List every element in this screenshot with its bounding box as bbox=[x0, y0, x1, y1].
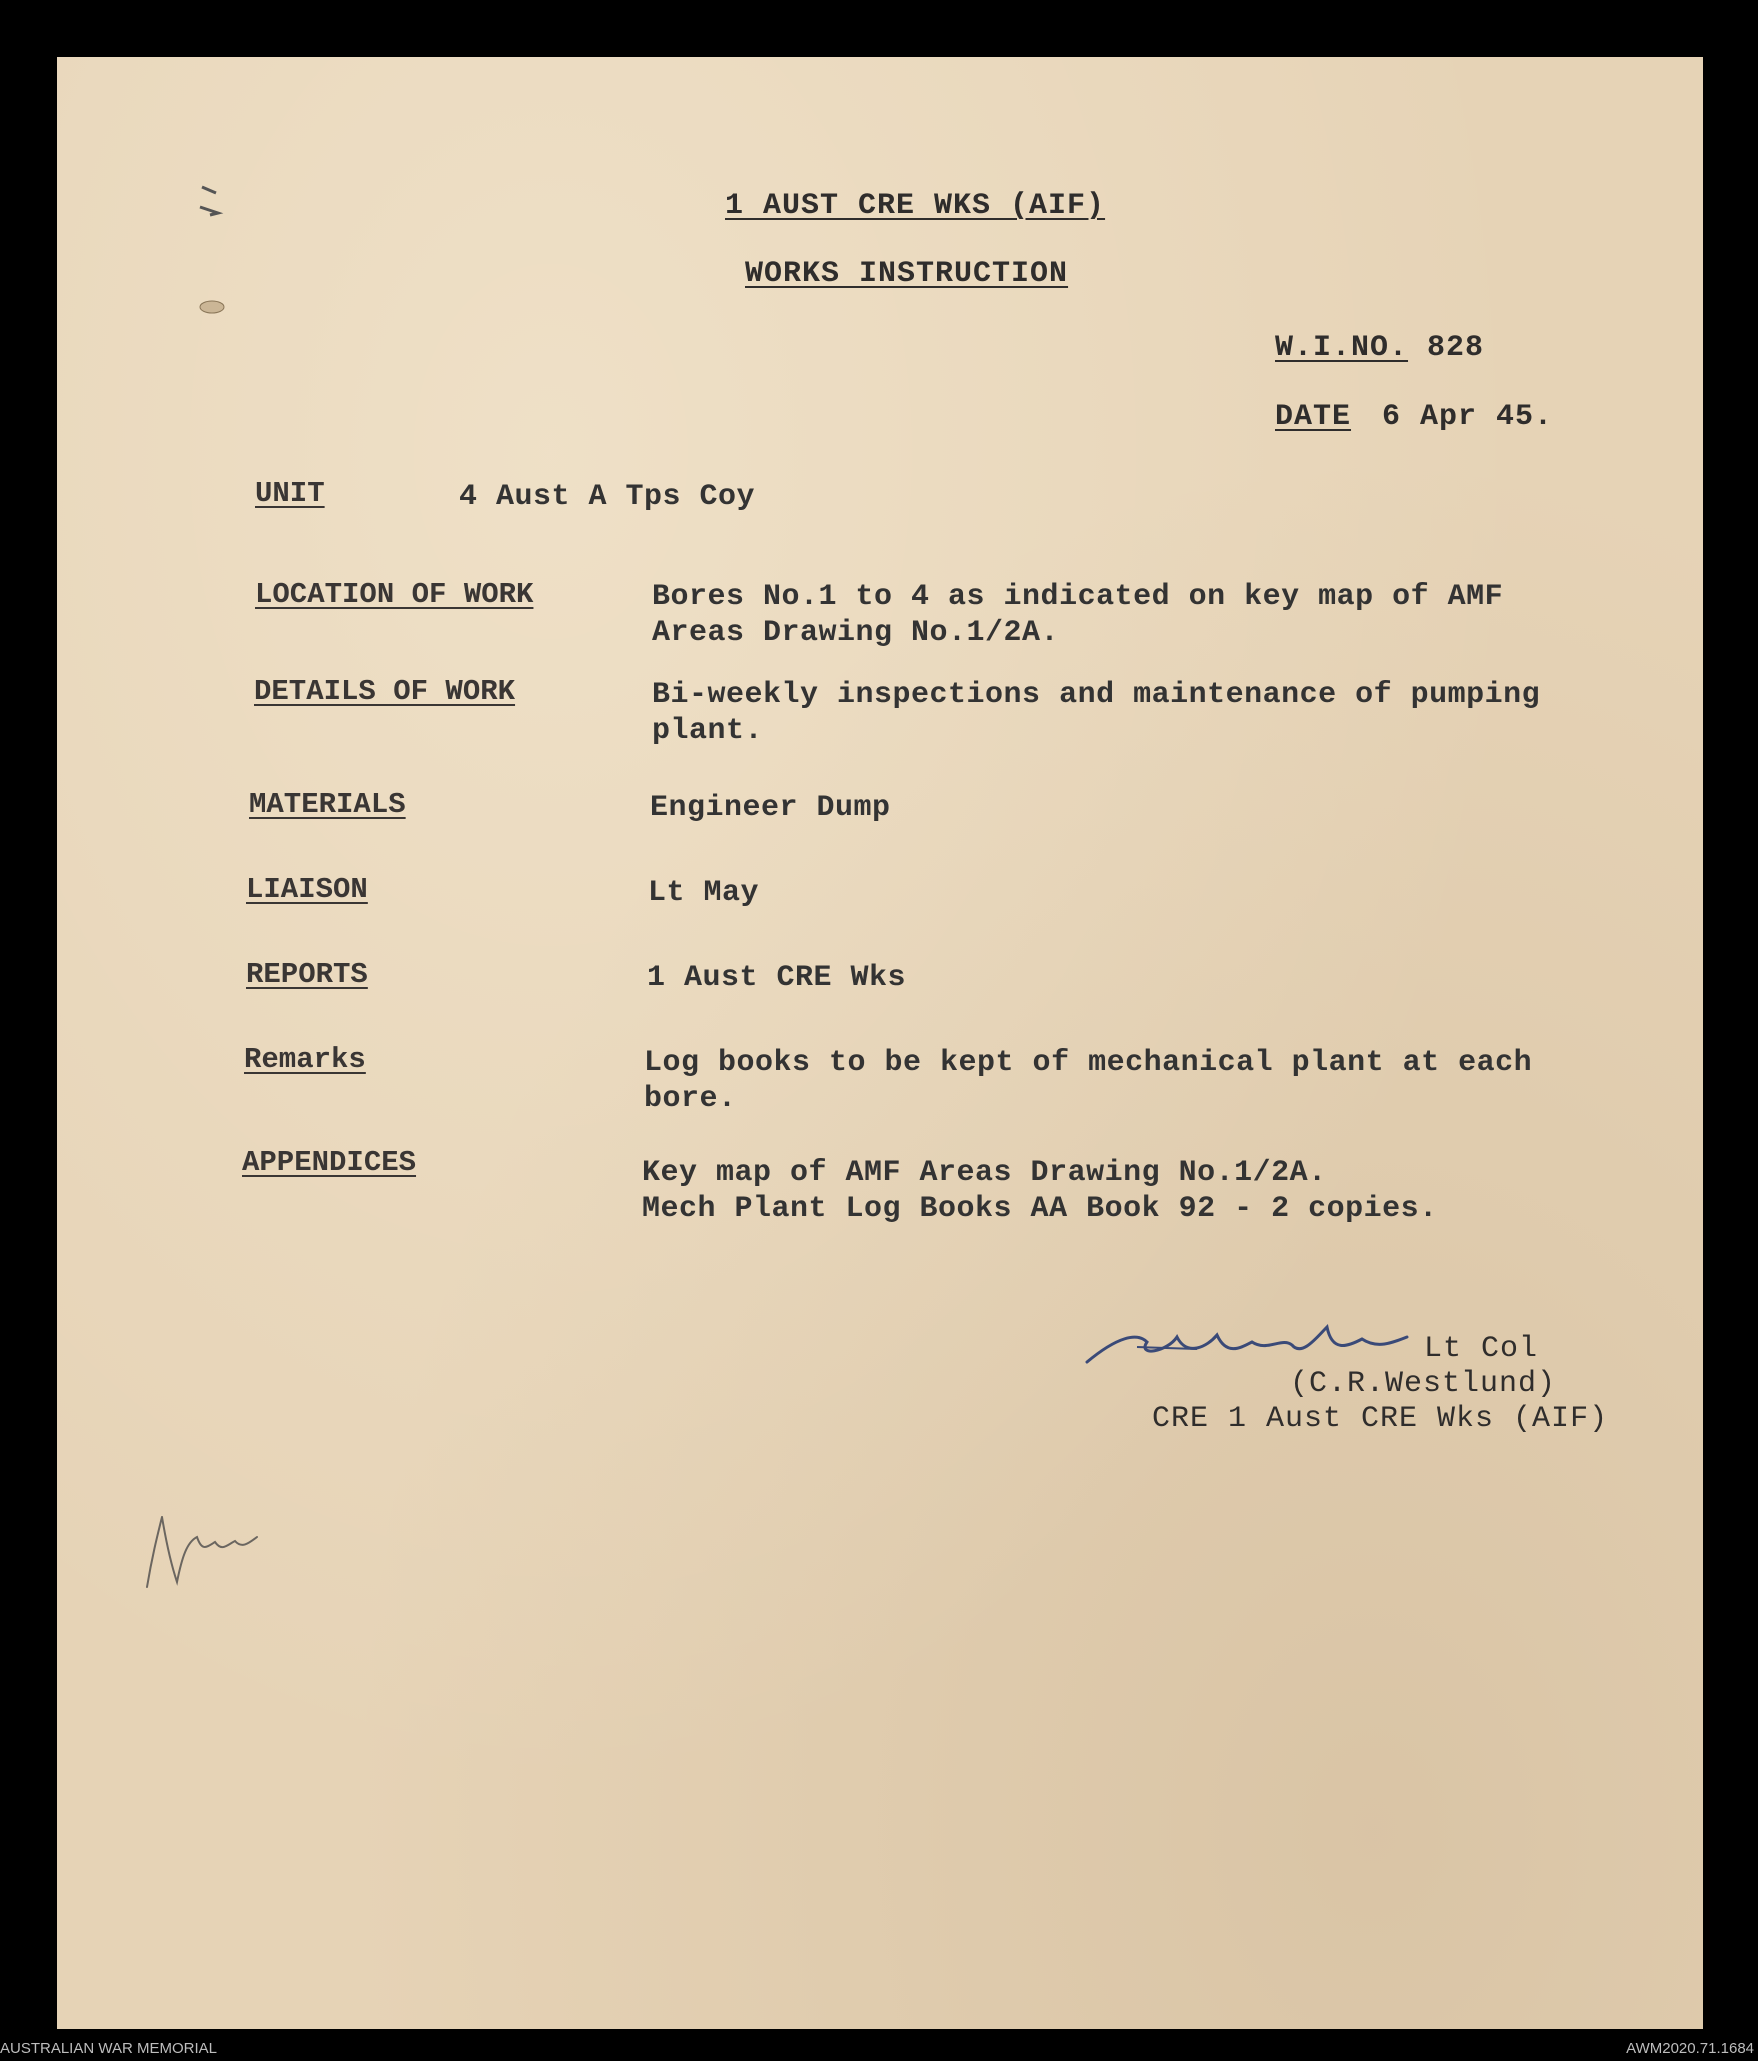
location-line: Bores No.1 to 4 as indicated on key map of AMF bbox=[652, 580, 1504, 614]
remarks-line: bore. bbox=[644, 1082, 737, 1116]
date-value: 6 Apr 45. bbox=[1382, 400, 1554, 434]
signature-name: (C.R.Westlund) bbox=[1290, 1367, 1557, 1401]
remarks-label: Remarks bbox=[244, 1043, 366, 1076]
details-line: plant. bbox=[652, 714, 764, 748]
location-label: LOCATION OF WORK bbox=[255, 578, 534, 611]
signature-title: CRE 1 Aust CRE Wks (AIF) bbox=[1152, 1402, 1609, 1436]
materials-value: Engineer Dump bbox=[650, 791, 891, 825]
reports-value: 1 Aust CRE Wks bbox=[647, 961, 907, 995]
wi-number-row bbox=[1275, 331, 1484, 365]
footer-left: AUSTRALIAN WAR MEMORIAL bbox=[0, 2040, 217, 2057]
pencil-initials bbox=[127, 1497, 267, 1607]
location-value bbox=[652, 579, 1652, 651]
appendices-value bbox=[642, 1155, 1642, 1227]
signature-rank: Lt Col bbox=[1424, 1332, 1539, 1366]
punch-hole-mark bbox=[182, 167, 242, 327]
liaison-value: Lt May bbox=[648, 876, 760, 910]
appendices-label: APPENDICES bbox=[242, 1146, 417, 1179]
unit-value: 4 Aust A Tps Coy bbox=[459, 480, 756, 514]
footer-right: AWM2020.71.1684 bbox=[1626, 2040, 1754, 2057]
liaison-label: LIAISON bbox=[246, 873, 368, 906]
unit-label: UNIT bbox=[255, 477, 325, 510]
details-value bbox=[652, 677, 1652, 749]
appendices-line: Key map of AMF Areas Drawing No.1/2A. bbox=[642, 1156, 1327, 1190]
document-page bbox=[57, 57, 1703, 2029]
date-row bbox=[1275, 400, 1553, 434]
date-label: DATE bbox=[1275, 400, 1352, 434]
document-type-heading: WORKS INSTRUCTION bbox=[745, 257, 1069, 291]
details-line: Bi-weekly inspections and maintenance of pumping bbox=[652, 678, 1541, 712]
remarks-value bbox=[644, 1045, 1644, 1117]
materials-label: MATERIALS bbox=[249, 788, 406, 821]
reports-label: REPORTS bbox=[246, 958, 368, 991]
appendices-line: Mech Plant Log Books AA Book 92 - 2 copies. bbox=[642, 1192, 1438, 1226]
wi-number-value: 828 bbox=[1427, 331, 1485, 365]
location-line: Areas Drawing No.1/2A. bbox=[652, 616, 1060, 650]
remarks-line: Log books to be kept of mechanical plant at each bbox=[644, 1046, 1533, 1080]
document-org-heading: 1 AUST CRE WKS (AIF) bbox=[725, 189, 1106, 223]
wi-number-label: W.I.NO. bbox=[1275, 331, 1409, 365]
details-label: DETAILS OF WORK bbox=[254, 675, 516, 708]
